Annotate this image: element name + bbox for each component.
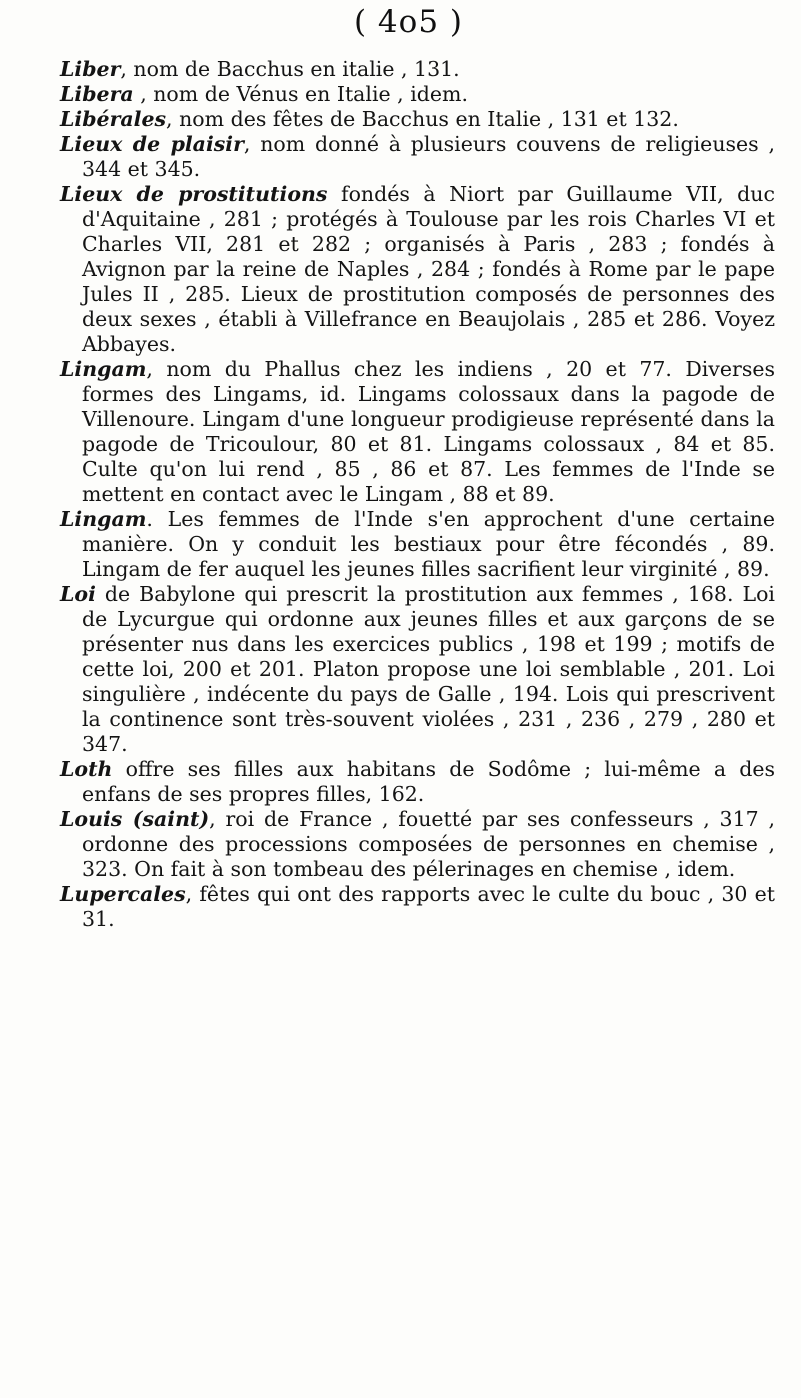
index-entry [60, 57, 775, 82]
entry-term: Libérales [60, 107, 167, 131]
page-number: ( 4o5 ) [353, 4, 463, 40]
index-entry [60, 182, 775, 357]
entry-term: Lingam [60, 507, 147, 531]
entry-text: , nom de Bacchus en italie , 131. [120, 57, 460, 81]
entry-text: , nom des fêtes de Bacchus en Italie , 131 et 132. [166, 107, 679, 131]
index-entry [60, 807, 775, 882]
entry-text: , roi de France , fouetté par ses confesseurs , 317 , ordonne des processions composées de personnes en chemise , 323. On fait à son tombeau des pélerinages en chemise , idem. [82, 807, 775, 881]
entry-term: Lingam [60, 357, 147, 381]
entry-text: , fêtes qui ont des rapports avec le culte du bouc , 30 et 31. [82, 882, 775, 931]
entry-term: Libera [60, 82, 134, 106]
index-entry [60, 507, 775, 582]
index-entry [60, 882, 775, 932]
entry-text: . Les femmes de l'Inde s'en approchent d'une certaine manière. On y conduit les bestiaux pour être fécondés , 89. Lingam de fer auquel les jeunes filles sacrifient leur virginité , 89. [82, 507, 775, 581]
index-entries [60, 57, 775, 932]
entry-term: Lupercales [60, 882, 186, 906]
entry-term: Lieux de prostitutions [60, 182, 328, 206]
entry-term: Louis (saint) [60, 807, 210, 831]
index-entry [60, 357, 775, 507]
entry-text: , nom du Phallus chez les indiens , 20 et 77. Diverses formes des Lingams, id. Lingams colossaux dans la pagode de Villenoure. Lingam d'une longueur prodigieuse représenté dans la pagode de Tricoulour, 80 et 81. Lingams colossaux , 84 et 85. Culte qu'on lui rend , 85 , 86 et 87. Les femmes de l'Inde se mettent en contact avec le Lingam , 88 et 89. [82, 357, 775, 506]
entry-text: , nom de Vénus en Italie , idem. [133, 82, 468, 106]
index-entry [60, 582, 775, 757]
index-entry [60, 107, 775, 132]
index-entry [60, 82, 775, 107]
entry-term: Lieux de plaisir [60, 132, 244, 156]
entry-text: , nom donné à plusieurs couvens de religieuses , 344 et 345. [82, 132, 775, 181]
entry-text: de Babylone qui prescrit la prostitution aux femmes , 168. Loi de Lycurgue qui ordonne aux jeunes filles et aux garçons de se présenter nus dans les exercices publics , 198 et 199 ; motifs de cette loi, 200 et 201. Platon propose une loi semblable , 201. Loi singulière , indécente du pays de Galle , 194. Lois qui prescrivent la continence sont très-souvent violées , 231 , 236 , 279 , 280 et 347. [82, 582, 775, 756]
entry-text: fondés à Niort par Guillaume VII, duc d'Aquitaine , 281 ; protégés à Toulouse par les rois Charles VI et Charles VII, 281 et 282 ; organisés à Paris , 283 ; fondés à Avignon par la reine de Naples , 284 ; fondés à Rome par le pape Jules II , 285. Lieux de prostitution composés de personnes des deux sexes , établi à Villefrance en Beaujolais , 285 et 286. Voyez Abbayes. [82, 182, 775, 356]
entry-term: Liber [60, 57, 121, 81]
index-entry [60, 757, 775, 807]
index-entry [60, 132, 775, 182]
entry-term: Loth [60, 757, 113, 781]
entry-term: Loi [60, 582, 96, 606]
entry-text: offre ses filles aux habitans de Sodôme ; lui-même a des enfans de ses propres filles, 162. [82, 757, 775, 806]
